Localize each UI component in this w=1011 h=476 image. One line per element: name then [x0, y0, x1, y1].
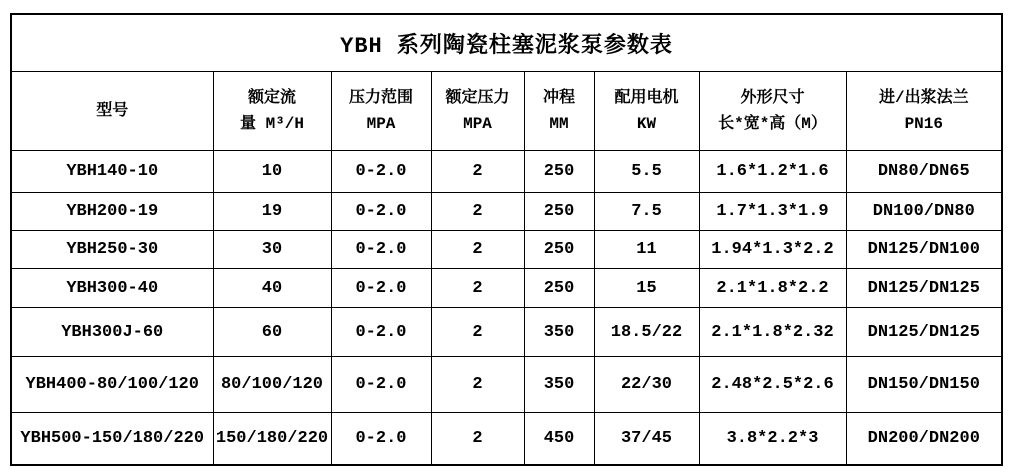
cell-flange: DN150/DN150 [846, 357, 1002, 413]
table-row [11, 308, 1002, 357]
cell-dimensions: 1.6*1.2*1.6 [699, 151, 846, 193]
header-rated-pressure-line2: MPA [463, 115, 492, 133]
cell-pressure-range: 0-2.0 [331, 151, 431, 193]
cell-model: YBH300J-60 [11, 308, 213, 357]
header-pressure-range-line2: MPA [366, 115, 396, 133]
header-rated-pressure-line1: 额定压力 [445, 89, 510, 107]
cell-rated-pressure: 2 [431, 308, 524, 357]
cell-stroke: 350 [524, 357, 594, 413]
cell-rated-flow: 30 [213, 231, 331, 269]
cell-dimensions: 1.94*1.3*2.2 [699, 231, 846, 269]
cell-rated-flow: 60 [213, 308, 331, 357]
cell-pressure-range: 0-2.0 [331, 269, 431, 308]
header-dimensions [699, 72, 846, 151]
cell-motor-power: 7.5 [594, 193, 699, 231]
cell-flange: DN100/DN80 [846, 193, 1002, 231]
table-row [11, 193, 1002, 231]
cell-motor-power: 18.5/22 [594, 308, 699, 357]
header-stroke [524, 72, 594, 151]
cell-motor-power: 15 [594, 269, 699, 308]
cell-rated-pressure: 2 [431, 269, 524, 308]
header-flange-line2: PN16 [904, 115, 943, 133]
cell-model: YBH140-10 [11, 151, 213, 193]
cell-model: YBH400-80/100/120 [11, 357, 213, 413]
header-stroke-line2: MM [549, 115, 569, 133]
table-row [11, 269, 1002, 308]
cell-rated-flow: 10 [213, 151, 331, 193]
pump-parameter-table [10, 13, 1003, 466]
cell-rated-flow: 19 [213, 193, 331, 231]
header-flange [846, 72, 1002, 151]
cell-rated-pressure: 2 [431, 357, 524, 413]
cell-flange: DN125/DN125 [846, 269, 1002, 308]
cell-dimensions: 2.1*1.8*2.32 [699, 308, 846, 357]
cell-rated-flow: 150/180/220 [213, 413, 331, 466]
cell-pressure-range: 0-2.0 [331, 193, 431, 231]
cell-dimensions: 2.1*1.8*2.2 [699, 269, 846, 308]
header-motor-power [594, 72, 699, 151]
table-title-row [11, 14, 1002, 72]
header-motor-power-line2: KW [636, 115, 657, 133]
cell-model: YBH250-30 [11, 231, 213, 269]
header-rated-flow-line2: 量 M³/H [239, 115, 304, 133]
cell-rated-flow: 40 [213, 269, 331, 308]
cell-motor-power: 22/30 [594, 357, 699, 413]
cell-stroke: 250 [524, 151, 594, 193]
cell-model: YBH200-19 [11, 193, 213, 231]
header-motor-power-line1: 配用电机 [614, 89, 679, 107]
cell-flange: DN80/DN65 [846, 151, 1002, 193]
header-rated-pressure [431, 72, 524, 151]
cell-stroke: 450 [524, 413, 594, 466]
header-model [11, 72, 213, 151]
cell-motor-power: 37/45 [594, 413, 699, 466]
header-flange-line1: 进/出浆法兰 [878, 89, 969, 107]
cell-dimensions: 3.8*2.2*3 [699, 413, 846, 466]
header-rated-flow-line1: 额定流 [247, 89, 296, 107]
cell-flange: DN125/DN125 [846, 308, 1002, 357]
cell-pressure-range: 0-2.0 [331, 413, 431, 466]
cell-motor-power: 11 [594, 231, 699, 269]
cell-stroke: 250 [524, 269, 594, 308]
cell-dimensions: 2.48*2.5*2.6 [699, 357, 846, 413]
table-title: YBH 系列陶瓷柱塞泥浆泵参数表 [11, 14, 1002, 72]
cell-stroke: 250 [524, 231, 594, 269]
header-model-line1: 型号 [96, 102, 129, 120]
cell-flange: DN200/DN200 [846, 413, 1002, 466]
cell-stroke: 350 [524, 308, 594, 357]
cell-rated-flow: 80/100/120 [213, 357, 331, 413]
header-pressure-range [331, 72, 431, 151]
cell-model: YBH500-150/180/220 [11, 413, 213, 466]
cell-pressure-range: 0-2.0 [331, 231, 431, 269]
cell-pressure-range: 0-2.0 [331, 357, 431, 413]
cell-motor-power: 5.5 [594, 151, 699, 193]
table-row [11, 151, 1002, 193]
header-dimensions-line2: 长*宽*高（M） [718, 115, 827, 133]
cell-stroke: 250 [524, 193, 594, 231]
cell-pressure-range: 0-2.0 [331, 308, 431, 357]
table-row [11, 231, 1002, 269]
cell-rated-pressure: 2 [431, 413, 524, 466]
cell-rated-pressure: 2 [431, 231, 524, 269]
cell-rated-pressure: 2 [431, 193, 524, 231]
header-rated-flow [213, 72, 331, 151]
cell-rated-pressure: 2 [431, 151, 524, 193]
header-pressure-range-line1: 压力范围 [348, 89, 413, 107]
table-row [11, 413, 1002, 466]
header-dimensions-line1: 外形尺寸 [740, 89, 805, 107]
cell-dimensions: 1.7*1.3*1.9 [699, 193, 846, 231]
table-header-row [11, 72, 1002, 151]
cell-model: YBH300-40 [11, 269, 213, 308]
header-stroke-line1: 冲程 [542, 89, 575, 107]
table-row [11, 357, 1002, 413]
cell-flange: DN125/DN100 [846, 231, 1002, 269]
